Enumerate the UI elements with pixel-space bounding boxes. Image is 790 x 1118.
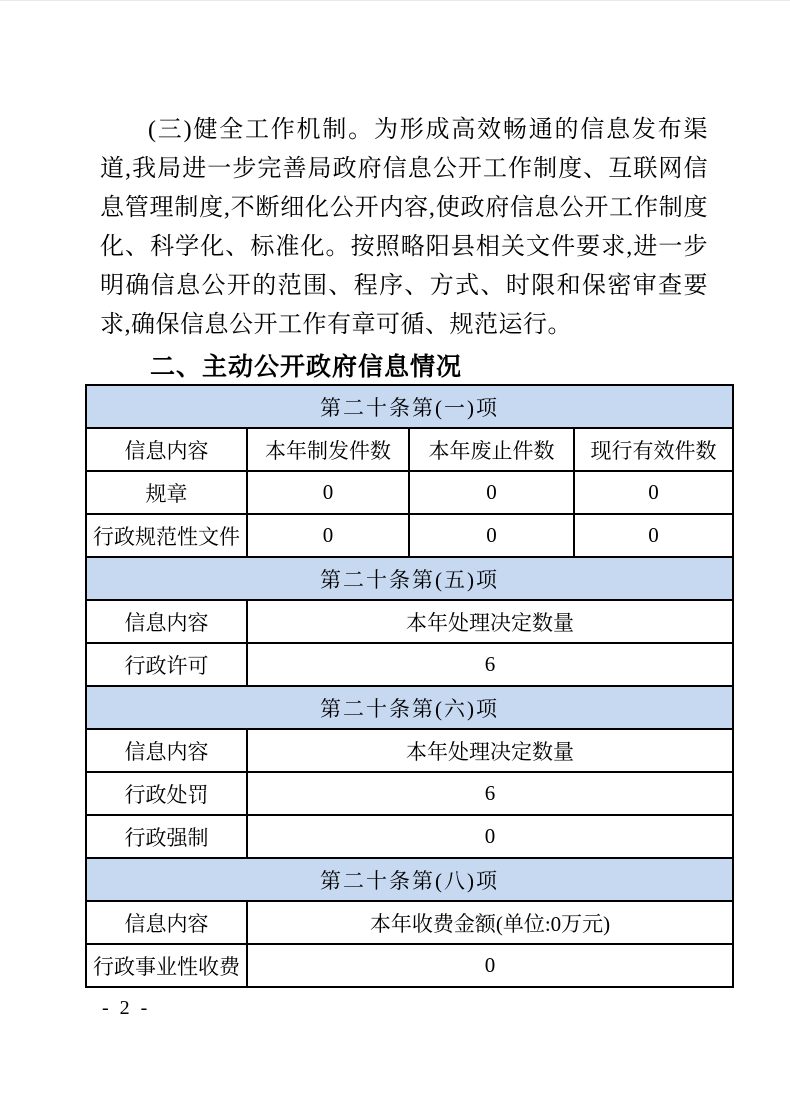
row-label-cell: 信息内容 <box>86 428 247 471</box>
row-label-cell: 规章 <box>86 471 247 514</box>
value-cell: 本年处理决定数量 <box>247 600 733 643</box>
body-paragraph: (三)健全工作机制。为形成高效畅通的信息发布渠道,我局进一步完善局政府信息公开工作制度、互联网信息管理制度,不断细化公开内容,使政府信息公开工作制度化、科学化、标准化。按照略阳县相关文件要求,进一步明确信息公开的范围、程序、方式、时限和保密审查要求,确保信息公开工作有章可循、规范运行。 <box>100 117 708 338</box>
table-row <box>86 815 733 858</box>
row-label-cell: 信息内容 <box>86 600 247 643</box>
value-cell: 本年废止件数 <box>409 428 574 471</box>
section-band: 第二十条第(八)项 <box>86 858 733 901</box>
section-band: 第二十条第(六)项 <box>86 686 733 729</box>
value-cell: 6 <box>247 643 733 686</box>
row-label-cell: 行政处罚 <box>86 772 247 815</box>
row-label-cell: 行政事业性收费 <box>86 944 247 987</box>
table-row <box>86 729 733 772</box>
value-cell: 0 <box>247 514 409 557</box>
table-row <box>86 514 733 557</box>
section-band: 第二十条第(一)项 <box>86 385 733 428</box>
section-heading: 二、主动公开政府信息情况 <box>150 353 463 381</box>
value-cell: 0 <box>247 815 733 858</box>
value-cell: 0 <box>247 471 409 514</box>
table-row <box>86 858 733 901</box>
table-row <box>86 686 733 729</box>
info-table-body <box>86 385 733 987</box>
value-cell: 0 <box>574 471 733 514</box>
table-row <box>86 600 733 643</box>
value-cell: 本年制发件数 <box>247 428 409 471</box>
value-cell: 0 <box>574 514 733 557</box>
value-cell: 0 <box>409 514 574 557</box>
value-cell: 本年收费金额(单位:0万元) <box>247 901 733 944</box>
row-label-cell: 行政许可 <box>86 643 247 686</box>
info-table <box>85 384 734 988</box>
table-row <box>86 557 733 600</box>
row-label-cell: 行政强制 <box>86 815 247 858</box>
section-band: 第二十条第(五)项 <box>86 557 733 600</box>
value-cell: 本年处理决定数量 <box>247 729 733 772</box>
row-label-cell: 信息内容 <box>86 901 247 944</box>
table-row <box>86 772 733 815</box>
table-row <box>86 944 733 987</box>
value-cell: 0 <box>409 471 574 514</box>
value-cell: 现行有效件数 <box>574 428 733 471</box>
page-number: - 2 - <box>102 997 151 1019</box>
value-cell: 6 <box>247 772 733 815</box>
value-cell: 0 <box>247 944 733 987</box>
row-label-cell: 信息内容 <box>86 729 247 772</box>
table-row <box>86 428 733 471</box>
table-row <box>86 385 733 428</box>
table-row <box>86 471 733 514</box>
table-row <box>86 643 733 686</box>
table-row <box>86 901 733 944</box>
row-label-cell: 行政规范性文件 <box>86 514 247 557</box>
